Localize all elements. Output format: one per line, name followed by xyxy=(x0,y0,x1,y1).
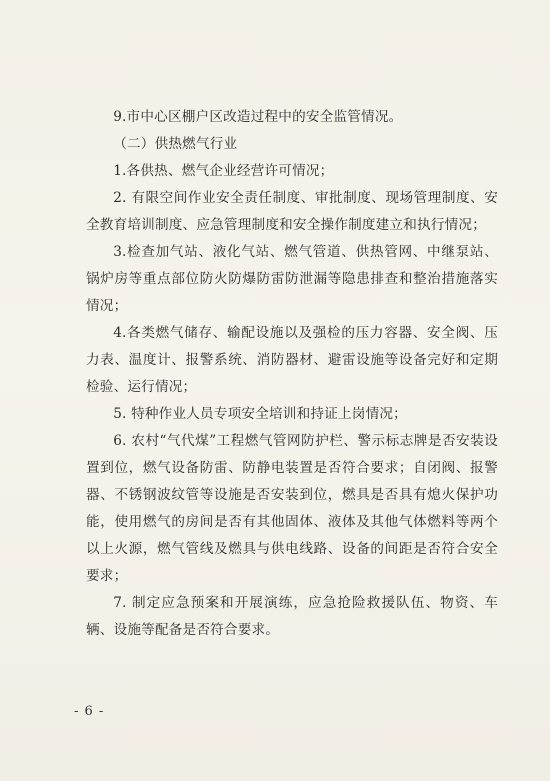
paragraph-item-1: 1.各供热、燃气企业经营许可情况； xyxy=(113,163,334,179)
paragraph-item-7: 7. 制定应急预案和开展演练，应急抢险救援队伍、物资、车辆、设施等配备是否符合要求。 xyxy=(86,595,498,638)
section-heading-heating-gas: （二）供热燃气行业 xyxy=(113,136,238,152)
paragraph-item-2: 2. 有限空间作业安全责任制度、审批制度、现场管理制度、安全教育培训制度、应急管理制度和安全操作制度建立和执行情况； xyxy=(86,190,498,233)
paragraph-item-6: 6. 农村“气代煤”工程燃气管网防护栏、警示标志牌是否安装设置到位，燃气设备防雷、防静电装置是否符合要求；自闭阀、报警器、不锈钢波纹管等设施是否安装到位，燃具是否具有熄火保护功能，使用燃气的房间是否有其他固体、液体及其他气体燃料等两个以上火源，燃气管线及燃具与供电线路、设备的间距是否符合安全要求； xyxy=(86,433,498,584)
page-number: - 6 - xyxy=(74,704,105,719)
paragraph-item-5: 5. 特种作业人员专项安全培训和持证上岗情况； xyxy=(113,406,407,422)
document-body xyxy=(86,104,498,644)
paragraph-item-3: 3.检查加气站、液化气站、燃气管道、供热管网、中继泵站、锅炉房等重点部位防火防爆防雷防泄漏等隐患排查和整治措施落实情况； xyxy=(86,244,498,314)
paragraph-item-4: 4.各类燃气储存、输配设施以及强检的压力容器、安全阀、压力表、温度计、报警系统、消防器材、避雷设施等设备完好和定期检验、运行情况； xyxy=(86,325,498,395)
paragraph-item-9: 9.市中心区棚户区改造过程中的安全监管情况。 xyxy=(113,109,403,125)
